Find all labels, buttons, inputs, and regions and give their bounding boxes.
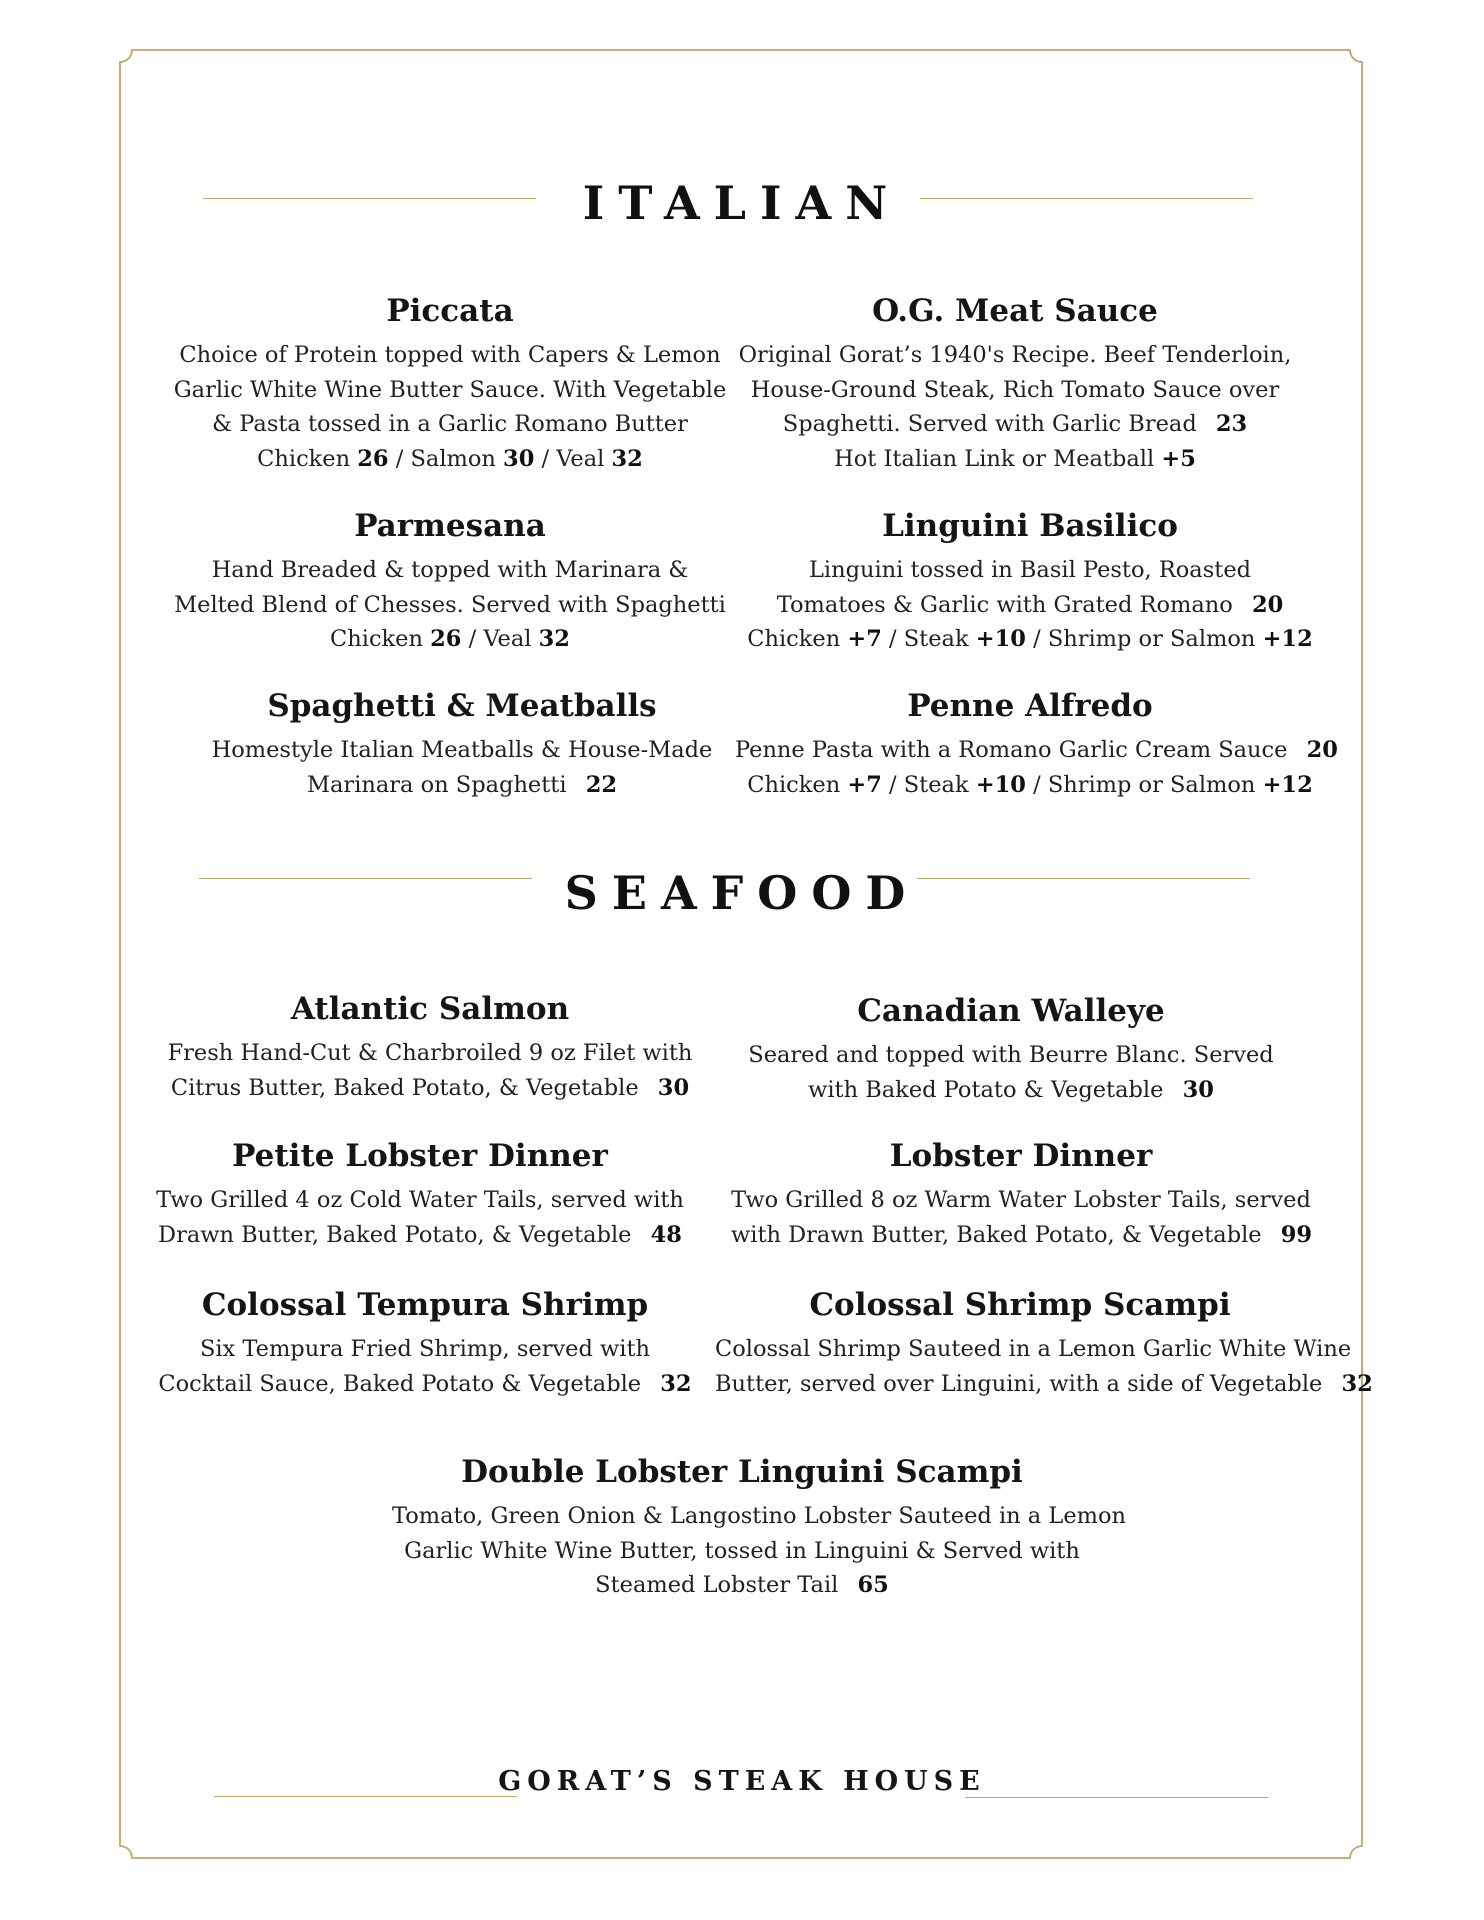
item-name: Lobster Dinner [889, 1138, 1153, 1174]
item-name: Colossal Tempura Shrimp [201, 1287, 649, 1323]
item-name: Penne Alfredo [907, 688, 1153, 724]
item-name: Canadian Walleye [857, 993, 1165, 1029]
item-price: 22 [585, 771, 617, 798]
item-description-line: with Baked Potato & Vegetable 30 [808, 1076, 1214, 1103]
item-name: O.G. Meat Sauce [872, 293, 1158, 329]
item-price-options: Chicken 26 / Salmon 30 / Veal 32 [257, 445, 643, 472]
item-description-line: Melted Blend of Chesses. Served with Spaghetti [174, 591, 726, 618]
item-price: 23 [1215, 411, 1248, 437]
menu-item-colossal-tempura-shrimp [135, 1284, 715, 1401]
item-description-line: Tomatoes & Garlic with Grated Romano 20 [776, 591, 1284, 618]
item-description-line: Garlic White Wine Butter Sauce. With Vegetable [173, 376, 727, 403]
item-price: 30 [503, 445, 535, 472]
item-price: 65 [857, 1572, 889, 1598]
item-addon: Hot Italian Link or Meatball +5 [834, 445, 1196, 472]
item-description-line: Tomato, Green Onion & Langostino Lobster Sauteed in a Lemon [392, 1503, 1127, 1529]
menu-item-piccata [160, 290, 740, 476]
item-description-line: with Drawn Butter, Baked Potato, & Vegetable 99 [731, 1221, 1313, 1248]
item-addons: Chicken +7 / Steak +10 / Shrimp or Salmon +12 [747, 626, 1313, 652]
item-description-line: Marinara on Spaghetti 22 [306, 771, 617, 798]
item-price: 20 [1306, 737, 1338, 763]
item-price-options: Chicken 26 / Veal 32 [330, 626, 570, 652]
menu-item-canadian-walleye [721, 990, 1301, 1107]
menu-item-penne-alfredo [735, 685, 1338, 802]
item-price: 32 [1341, 1370, 1373, 1397]
item-price: 26 [357, 445, 389, 472]
menu-item-og-meat-sauce [725, 290, 1305, 476]
item-description-line: Drawn Butter, Baked Potato, & Vegetable 48 [158, 1221, 682, 1248]
menu-item-atlantic-salmon [140, 988, 720, 1105]
item-description-line: Six Tempura Fried Shrimp, served with [199, 1336, 651, 1362]
item-name: Double Lobster Linguini Scampi [461, 1454, 1023, 1490]
item-description-line: Steamed Lobster Tail 65 [595, 1572, 889, 1598]
item-description-line: House-Ground Steak, Rich Tomato Sauce over [750, 376, 1280, 403]
item-description-line: Original Gorat’s 1940's Recipe. Beef Tenderloin, [738, 342, 1292, 368]
menu-item-lobster-dinner [731, 1135, 1311, 1252]
footer-rule-right [965, 1797, 1268, 1798]
footer-brand: GORAT’S STEAK HOUSE [498, 1766, 986, 1797]
item-description-line: Colossal Shrimp Sauteed in a Lemon Garlic White Wine [715, 1336, 1352, 1362]
item-price: 48 [650, 1221, 682, 1248]
section-title-italian: ITALIAN [582, 176, 902, 230]
item-price: 30 [657, 1074, 690, 1101]
item-description-line: Homestyle Italian Meatballs & House-Made [211, 737, 713, 763]
item-description-line: Hand Breaded & topped with Marinara & [211, 557, 689, 583]
item-name: Colossal Shrimp Scampi [809, 1287, 1231, 1323]
item-description-line: Two Grilled 8 oz Warm Water Lobster Tails, served [731, 1187, 1311, 1213]
item-addons: Chicken +7 / Steak +10 / Shrimp or Salmon +12 [747, 771, 1313, 798]
item-description-line: Two Grilled 4 oz Cold Water Tails, served with [156, 1187, 684, 1213]
menu-item-double-lobster-linguini-scampi [392, 1451, 1127, 1603]
menu-item-spaghetti-meatballs [172, 685, 752, 802]
item-description-line: & Pasta tossed in a Garlic Romano Butter [212, 411, 688, 437]
item-description-line: Cocktail Sauce, Baked Potato & Vegetable 32 [158, 1370, 692, 1397]
item-description-line: Spaghetti. Served with Garlic Bread 23 [782, 411, 1248, 437]
menu-item-petite-lobster-dinner [130, 1135, 710, 1252]
item-price: 32 [660, 1370, 692, 1397]
item-name: Parmesana [354, 508, 546, 544]
item-price: +5 [1161, 445, 1196, 472]
item-name: Atlantic Salmon [290, 991, 570, 1027]
item-price: 20 [1251, 591, 1284, 618]
item-description-line: Choice of Protein topped with Capers & Lemon [179, 342, 721, 368]
section-title-seafood: SEAFOOD [564, 866, 920, 920]
item-description-line: Butter, served over Linguini, with a side of Vegetable 32 [715, 1370, 1373, 1397]
menu-item-parmesana [160, 505, 740, 657]
item-description-line: Fresh Hand-Cut & Charbroiled 9 oz Filet with [167, 1040, 693, 1066]
item-price: 32 [538, 626, 570, 652]
item-name: Spaghetti & Meatballs [267, 688, 657, 724]
menu-item-linguini-basilico [740, 505, 1320, 657]
item-description-line: Penne Pasta with a Romano Garlic Cream Sauce 20 [735, 737, 1338, 763]
item-description-line: Linguini tossed in Basil Pesto, Roasted [808, 557, 1252, 583]
item-price: 26 [430, 626, 462, 652]
menu-item-colossal-shrimp-scampi [715, 1284, 1373, 1401]
item-name: Petite Lobster Dinner [232, 1138, 608, 1174]
item-description-line: Seared and topped with Beurre Blanc. Served [748, 1042, 1274, 1068]
item-price: 99 [1280, 1221, 1313, 1248]
item-name: Linguini Basilico [882, 508, 1178, 544]
item-price: 30 [1182, 1076, 1214, 1103]
item-description-line: Citrus Butter, Baked Potato, & Vegetable 30 [170, 1074, 690, 1101]
item-price: 32 [611, 445, 643, 472]
item-description-line: Garlic White Wine Butter, tossed in Linguini & Served with [404, 1537, 1080, 1564]
item-name: Piccata [386, 293, 514, 329]
